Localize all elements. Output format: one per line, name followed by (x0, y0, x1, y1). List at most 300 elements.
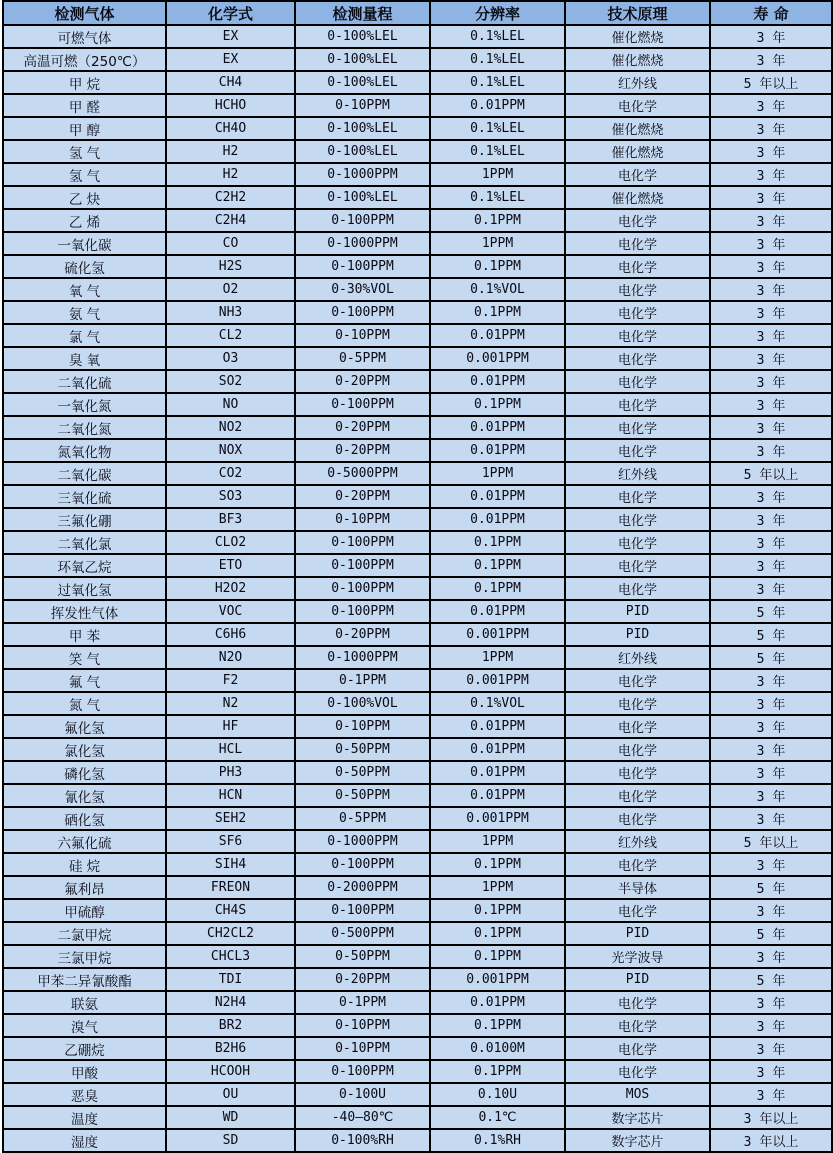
resolution-cell: 0.01PPM (430, 324, 565, 347)
gas-name-cell: 一氧化氮 (3, 393, 166, 416)
table-row (3, 577, 832, 600)
formula-cell: N2 (166, 692, 295, 715)
gas-name-cell: 三氟化硼 (3, 508, 166, 531)
lifespan-cell: 3 年 (710, 186, 832, 209)
lifespan-cell: 3 年 (710, 485, 832, 508)
range-cell: 0-100PPM (295, 853, 430, 876)
gas-name-cell: 氯化氢 (3, 738, 166, 761)
range-cell: 0-50PPM (295, 784, 430, 807)
table-row (3, 807, 832, 830)
range-cell: 0-10PPM (295, 1037, 430, 1060)
resolution-cell: 0.01PPM (430, 416, 565, 439)
range-cell: 0-100%LEL (295, 140, 430, 163)
formula-cell: CH4O (166, 117, 295, 140)
principle-cell: 电化学 (565, 347, 710, 370)
formula-cell: NO2 (166, 416, 295, 439)
principle-cell: 电化学 (565, 991, 710, 1014)
table-row (3, 232, 832, 255)
range-cell: 0-1000PPM (295, 830, 430, 853)
resolution-cell: 0.1PPM (430, 922, 565, 945)
range-cell: -40—80℃ (295, 1106, 430, 1129)
principle-cell: PID (565, 600, 710, 623)
table-row (3, 163, 832, 186)
gas-name-cell: 环氧乙烷 (3, 554, 166, 577)
table-row (3, 462, 832, 485)
table-row (3, 94, 832, 117)
principle-cell: PID (565, 968, 710, 991)
formula-cell: C6H6 (166, 623, 295, 646)
table-row (3, 186, 832, 209)
principle-cell: 电化学 (565, 485, 710, 508)
principle-cell: 电化学 (565, 853, 710, 876)
formula-cell: SD (166, 1129, 295, 1152)
formula-cell: TDI (166, 968, 295, 991)
table-row (3, 324, 832, 347)
table-row (3, 1060, 832, 1083)
principle-cell: 红外线 (565, 71, 710, 94)
column-header-resolution-cell: 分辨率 (430, 1, 565, 25)
principle-cell: 电化学 (565, 669, 710, 692)
gas-name-cell: 二氧化硫 (3, 370, 166, 393)
principle-cell: 电化学 (565, 370, 710, 393)
range-cell: 0-100PPM (295, 531, 430, 554)
table-row (3, 370, 832, 393)
range-cell: 0-100%VOL (295, 692, 430, 715)
gas-name-cell: 溴气 (3, 1014, 166, 1037)
gas-name-cell: 恶臭 (3, 1083, 166, 1106)
lifespan-cell: 3 年 (710, 945, 832, 968)
table-row (3, 761, 832, 784)
principle-cell: 光学波导 (565, 945, 710, 968)
gas-name-cell: 甲硫醇 (3, 899, 166, 922)
resolution-cell: 0.01PPM (430, 94, 565, 117)
resolution-cell: 0.1℃ (430, 1106, 565, 1129)
gas-name-cell: 氟利昂 (3, 876, 166, 899)
range-cell: 0-5PPM (295, 347, 430, 370)
gas-name-cell: 挥发性气体 (3, 600, 166, 623)
resolution-cell: 0.01PPM (430, 784, 565, 807)
table-row (3, 209, 832, 232)
lifespan-cell: 3 年 (710, 669, 832, 692)
lifespan-cell: 5 年 (710, 646, 832, 669)
table-row (3, 876, 832, 899)
column-header-range-cell: 检测量程 (295, 1, 430, 25)
resolution-cell: 0.1PPM (430, 393, 565, 416)
lifespan-cell: 5 年 (710, 623, 832, 646)
range-cell: 0-10PPM (295, 508, 430, 531)
lifespan-cell: 3 年 (710, 25, 832, 48)
lifespan-cell: 3 年 (710, 1083, 832, 1106)
gas-name-cell: 六氟化硫 (3, 830, 166, 853)
formula-cell: N2O (166, 646, 295, 669)
table-row (3, 623, 832, 646)
resolution-cell: 0.1%RH (430, 1129, 565, 1152)
lifespan-cell: 3 年 (710, 94, 832, 117)
lifespan-cell: 3 年 (710, 577, 832, 600)
lifespan-cell: 3 年以上 (710, 1129, 832, 1152)
lifespan-cell: 3 年 (710, 232, 832, 255)
lifespan-cell: 3 年 (710, 347, 832, 370)
resolution-cell: 0.1PPM (430, 853, 565, 876)
lifespan-cell: 3 年 (710, 991, 832, 1014)
lifespan-cell: 3 年 (710, 784, 832, 807)
lifespan-cell: 3 年 (710, 140, 832, 163)
table-row (3, 1037, 832, 1060)
formula-cell: HCOOH (166, 1060, 295, 1083)
formula-cell: SO2 (166, 370, 295, 393)
resolution-cell: 0.01PPM (430, 508, 565, 531)
resolution-cell: 0.01PPM (430, 761, 565, 784)
range-cell: 0-100PPM (295, 209, 430, 232)
formula-cell: ETO (166, 554, 295, 577)
gas-name-cell: 甲苯二异氰酸酯 (3, 968, 166, 991)
range-cell: 0-20PPM (295, 439, 430, 462)
lifespan-cell: 5 年 (710, 968, 832, 991)
table-row (3, 968, 832, 991)
formula-cell: SEH2 (166, 807, 295, 830)
resolution-cell: 0.001PPM (430, 807, 565, 830)
table-row (3, 945, 832, 968)
gas-name-cell: 甲 烷 (3, 71, 166, 94)
lifespan-cell: 3 年 (710, 715, 832, 738)
formula-cell: O2 (166, 278, 295, 301)
gas-name-cell: 臭 氧 (3, 347, 166, 370)
table-row (3, 853, 832, 876)
range-cell: 0-10PPM (295, 715, 430, 738)
gas-name-cell: 联氨 (3, 991, 166, 1014)
principle-cell: 电化学 (565, 1014, 710, 1037)
gas-name-cell: 氮 气 (3, 692, 166, 715)
resolution-cell: 0.1PPM (430, 301, 565, 324)
formula-cell: HCL (166, 738, 295, 761)
gas-name-cell: 硒化氢 (3, 807, 166, 830)
lifespan-cell: 3 年 (710, 416, 832, 439)
principle-cell: 电化学 (565, 255, 710, 278)
principle-cell: 催化燃烧 (565, 140, 710, 163)
range-cell: 0-20PPM (295, 623, 430, 646)
gas-name-cell: 甲 醇 (3, 117, 166, 140)
range-cell: 0-100PPM (295, 1060, 430, 1083)
principle-cell: 红外线 (565, 462, 710, 485)
gas-name-cell: 硅 烷 (3, 853, 166, 876)
formula-cell: H2S (166, 255, 295, 278)
formula-cell: EX (166, 48, 295, 71)
range-cell: 0-10PPM (295, 324, 430, 347)
formula-cell: EX (166, 25, 295, 48)
formula-cell: SF6 (166, 830, 295, 853)
lifespan-cell: 3 年 (710, 1014, 832, 1037)
lifespan-cell: 3 年 (710, 393, 832, 416)
formula-cell: C2H2 (166, 186, 295, 209)
range-cell: 0-100PPM (295, 554, 430, 577)
resolution-cell: 0.001PPM (430, 968, 565, 991)
table-row (3, 646, 832, 669)
lifespan-cell: 3 年 (710, 1037, 832, 1060)
table-row (3, 117, 832, 140)
principle-cell: 电化学 (565, 577, 710, 600)
lifespan-cell: 5 年 (710, 922, 832, 945)
table-row (3, 922, 832, 945)
principle-cell: 电化学 (565, 278, 710, 301)
range-cell: 0-100PPM (295, 899, 430, 922)
table-row (3, 25, 832, 48)
gas-name-cell: 甲 醛 (3, 94, 166, 117)
table-row (3, 278, 832, 301)
lifespan-cell: 3 年 (710, 692, 832, 715)
lifespan-cell: 3 年 (710, 807, 832, 830)
table-row (3, 48, 832, 71)
formula-cell: NOX (166, 439, 295, 462)
formula-cell: HCN (166, 784, 295, 807)
principle-cell: 电化学 (565, 807, 710, 830)
gas-name-cell: 二氧化氮 (3, 416, 166, 439)
resolution-cell: 0.01PPM (430, 991, 565, 1014)
table-row (3, 347, 832, 370)
principle-cell: 电化学 (565, 715, 710, 738)
principle-cell: 电化学 (565, 209, 710, 232)
principle-cell: 催化燃烧 (565, 186, 710, 209)
table-row (3, 508, 832, 531)
lifespan-cell: 3 年 (710, 301, 832, 324)
resolution-cell: 0.01PPM (430, 600, 565, 623)
resolution-cell: 0.1%LEL (430, 140, 565, 163)
resolution-cell: 0.1PPM (430, 1060, 565, 1083)
formula-cell: CH2CL2 (166, 922, 295, 945)
table-row (3, 1083, 832, 1106)
range-cell: 0-1000PPM (295, 232, 430, 255)
formula-cell: BF3 (166, 508, 295, 531)
resolution-cell: 0.1%LEL (430, 25, 565, 48)
gas-name-cell: 笑 气 (3, 646, 166, 669)
table-row (3, 669, 832, 692)
principle-cell: 红外线 (565, 830, 710, 853)
gas-name-cell: 氨 气 (3, 301, 166, 324)
range-cell: 0-100%LEL (295, 48, 430, 71)
gas-name-cell: 乙硼烷 (3, 1037, 166, 1060)
gas-name-cell: 二氧化氯 (3, 531, 166, 554)
range-cell: 0-100PPM (295, 255, 430, 278)
resolution-cell: 0.1PPM (430, 899, 565, 922)
formula-cell: CL2 (166, 324, 295, 347)
gas-sensor-table (2, 0, 833, 1153)
resolution-cell: 0.001PPM (430, 669, 565, 692)
range-cell: 0-1000PPM (295, 646, 430, 669)
range-cell: 0-20PPM (295, 968, 430, 991)
lifespan-cell: 3 年 (710, 209, 832, 232)
lifespan-cell: 3 年 (710, 324, 832, 347)
formula-cell: CO (166, 232, 295, 255)
principle-cell: 电化学 (565, 94, 710, 117)
lifespan-cell: 3 年 (710, 278, 832, 301)
lifespan-cell: 3 年 (710, 554, 832, 577)
principle-cell: 电化学 (565, 1060, 710, 1083)
formula-cell: B2H6 (166, 1037, 295, 1060)
formula-cell: WD (166, 1106, 295, 1129)
formula-cell: H2 (166, 140, 295, 163)
range-cell: 0-30%VOL (295, 278, 430, 301)
gas-name-cell: 氮氧化物 (3, 439, 166, 462)
gas-name-cell: 温度 (3, 1106, 166, 1129)
resolution-cell: 1PPM (430, 876, 565, 899)
lifespan-cell: 3 年 (710, 738, 832, 761)
resolution-cell: 0.01PPM (430, 439, 565, 462)
column-header-principle-cell: 技术原理 (565, 1, 710, 25)
formula-cell: N2H4 (166, 991, 295, 1014)
formula-cell: C2H4 (166, 209, 295, 232)
table-row (3, 784, 832, 807)
range-cell: 0-50PPM (295, 738, 430, 761)
principle-cell: 电化学 (565, 899, 710, 922)
principle-cell: 电化学 (565, 416, 710, 439)
range-cell: 0-100%LEL (295, 25, 430, 48)
principle-cell: 电化学 (565, 692, 710, 715)
gas-name-cell: 磷化氢 (3, 761, 166, 784)
gas-name-cell: 氯 气 (3, 324, 166, 347)
lifespan-cell: 5 年 (710, 600, 832, 623)
principle-cell: 催化燃烧 (565, 48, 710, 71)
header-row (3, 1, 832, 25)
resolution-cell: 0.1%VOL (430, 692, 565, 715)
lifespan-cell: 3 年 (710, 1060, 832, 1083)
formula-cell: OU (166, 1083, 295, 1106)
range-cell: 0-100%RH (295, 1129, 430, 1152)
gas-name-cell: 三氯甲烷 (3, 945, 166, 968)
table-row (3, 692, 832, 715)
principle-cell: PID (565, 623, 710, 646)
resolution-cell: 0.1PPM (430, 554, 565, 577)
table-row (3, 738, 832, 761)
lifespan-cell: 3 年以上 (710, 1106, 832, 1129)
table-row (3, 485, 832, 508)
range-cell: 0-100PPM (295, 301, 430, 324)
column-header-gas-name-cell: 检测气体 (3, 1, 166, 25)
principle-cell: 数字芯片 (565, 1129, 710, 1152)
range-cell: 0-100%LEL (295, 186, 430, 209)
principle-cell: MOS (565, 1083, 710, 1106)
resolution-cell: 0.01PPM (430, 485, 565, 508)
table-row (3, 991, 832, 1014)
table-header (3, 1, 832, 25)
range-cell: 0-1000PPM (295, 163, 430, 186)
resolution-cell: 0.01PPM (430, 370, 565, 393)
table-row (3, 830, 832, 853)
gas-name-cell: 氢 气 (3, 140, 166, 163)
resolution-cell: 1PPM (430, 830, 565, 853)
principle-cell: 电化学 (565, 439, 710, 462)
lifespan-cell: 3 年 (710, 531, 832, 554)
lifespan-cell: 3 年 (710, 761, 832, 784)
lifespan-cell: 3 年 (710, 899, 832, 922)
resolution-cell: 0.0100M (430, 1037, 565, 1060)
resolution-cell: 0.1PPM (430, 209, 565, 232)
lifespan-cell: 3 年 (710, 508, 832, 531)
gas-name-cell: 氟 气 (3, 669, 166, 692)
table-row (3, 715, 832, 738)
formula-cell: CH4 (166, 71, 295, 94)
table-row (3, 899, 832, 922)
principle-cell: 电化学 (565, 1037, 710, 1060)
gas-name-cell: 高温可燃（250℃） (3, 48, 166, 71)
lifespan-cell: 5 年以上 (710, 830, 832, 853)
principle-cell: 半导体 (565, 876, 710, 899)
principle-cell: 红外线 (565, 646, 710, 669)
range-cell: 0-500PPM (295, 922, 430, 945)
range-cell: 0-50PPM (295, 761, 430, 784)
lifespan-cell: 3 年 (710, 48, 832, 71)
principle-cell: 电化学 (565, 163, 710, 186)
range-cell: 0-100%LEL (295, 71, 430, 94)
gas-name-cell: 甲酸 (3, 1060, 166, 1083)
gas-name-cell: 二氯甲烷 (3, 922, 166, 945)
formula-cell: SO3 (166, 485, 295, 508)
formula-cell: VOC (166, 600, 295, 623)
range-cell: 0-5PPM (295, 807, 430, 830)
table-row (3, 255, 832, 278)
gas-name-cell: 可燃气体 (3, 25, 166, 48)
table-row (3, 416, 832, 439)
table-row (3, 140, 832, 163)
gas-name-cell: 二氧化碳 (3, 462, 166, 485)
range-cell: 0-20PPM (295, 416, 430, 439)
range-cell: 0-100%LEL (295, 117, 430, 140)
principle-cell: 电化学 (565, 554, 710, 577)
resolution-cell: 0.1PPM (430, 577, 565, 600)
formula-cell: H2O2 (166, 577, 295, 600)
resolution-cell: 0.001PPM (430, 347, 565, 370)
resolution-cell: 1PPM (430, 163, 565, 186)
table-body (3, 25, 832, 1152)
table-row (3, 439, 832, 462)
gas-name-cell: 湿度 (3, 1129, 166, 1152)
principle-cell: 电化学 (565, 531, 710, 554)
table-row (3, 600, 832, 623)
table-row (3, 1014, 832, 1037)
lifespan-cell: 5 年以上 (710, 71, 832, 94)
resolution-cell: 0.001PPM (430, 623, 565, 646)
formula-cell: BR2 (166, 1014, 295, 1037)
range-cell: 0-1PPM (295, 991, 430, 1014)
resolution-cell: 0.1PPM (430, 945, 565, 968)
range-cell: 0-20PPM (295, 370, 430, 393)
principle-cell: 电化学 (565, 784, 710, 807)
lifespan-cell: 3 年 (710, 853, 832, 876)
range-cell: 0-100PPM (295, 577, 430, 600)
formula-cell: H2 (166, 163, 295, 186)
table-row (3, 1129, 832, 1152)
resolution-cell: 0.1%LEL (430, 186, 565, 209)
principle-cell: 催化燃烧 (565, 117, 710, 140)
range-cell: 0-10PPM (295, 94, 430, 117)
lifespan-cell: 5 年 (710, 876, 832, 899)
formula-cell: O3 (166, 347, 295, 370)
principle-cell: 电化学 (565, 301, 710, 324)
formula-cell: CH4S (166, 899, 295, 922)
resolution-cell: 0.10U (430, 1083, 565, 1106)
lifespan-cell: 5 年以上 (710, 462, 832, 485)
principle-cell: 电化学 (565, 761, 710, 784)
resolution-cell: 0.1PPM (430, 255, 565, 278)
gas-name-cell: 过氧化氢 (3, 577, 166, 600)
gas-name-cell: 氧 气 (3, 278, 166, 301)
range-cell: 0-20PPM (295, 485, 430, 508)
formula-cell: CO2 (166, 462, 295, 485)
gas-name-cell: 一氧化碳 (3, 232, 166, 255)
lifespan-cell: 3 年 (710, 163, 832, 186)
range-cell: 0-100PPM (295, 600, 430, 623)
resolution-cell: 0.1%LEL (430, 71, 565, 94)
principle-cell: 电化学 (565, 393, 710, 416)
table-row (3, 531, 832, 554)
